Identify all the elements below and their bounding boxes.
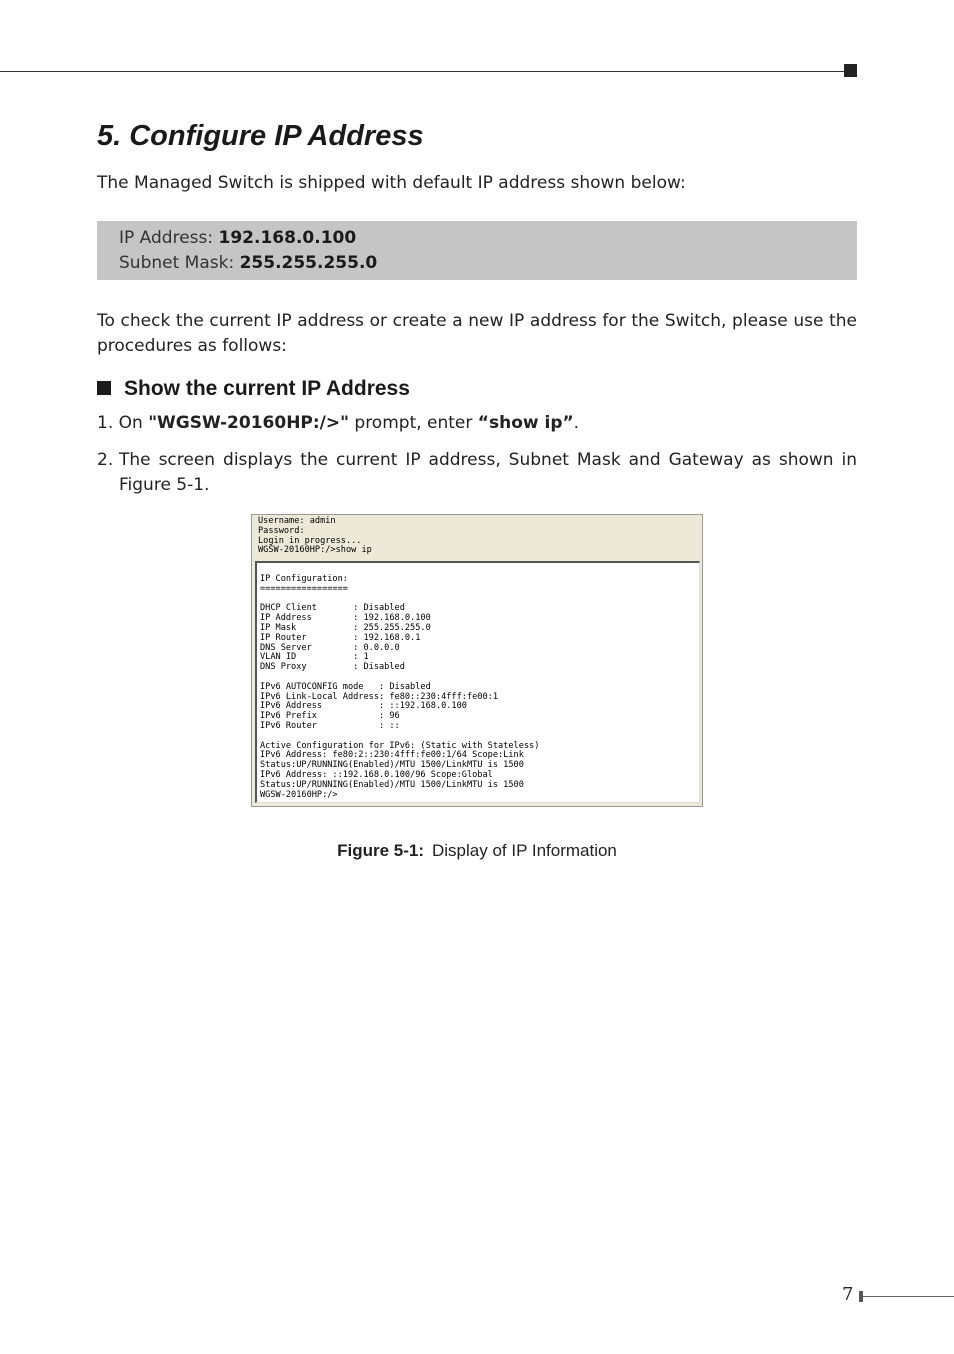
terminal-output-line: DNS Proxy : Disabled — [260, 662, 405, 673]
ip-address-label: IP Address: — [119, 228, 219, 248]
terminal-output-line: Status:UP/RUNNING(Enabled)/MTU 1500/LinkMTU is 1500 — [260, 760, 524, 771]
terminal-login-line: Login in progress... — [258, 535, 362, 546]
step-1-command: “show ip” — [477, 413, 574, 433]
step-1-number: 1. — [97, 413, 114, 433]
terminal-output-line: IP Configuration: — [260, 574, 348, 584]
terminal-output-line: Status:UP/RUNNING(Enabled)/MTU 1500/LinkMTU is 1500 — [260, 779, 524, 790]
terminal-output-line: IPv6 AUTOCONFIG mode : Disabled — [260, 681, 431, 692]
square-bullet-icon — [97, 381, 111, 395]
terminal-output-line: IPv6 Address : ::192.168.0.100 — [260, 701, 467, 712]
subsection-title: Show the current IP Address — [124, 377, 410, 400]
ip-address-line — [119, 226, 857, 251]
terminal-output-line: Active Configuration for IPv6: (Static with Stateless) — [260, 740, 540, 751]
subnet-mask-value: 255.255.255.0 — [239, 253, 378, 273]
terminal-output-lines — [260, 575, 539, 800]
step-2-number: 2. — [97, 450, 114, 470]
step-1-pre: On — [118, 413, 149, 433]
terminal-output-line: VLAN ID : 1 — [260, 652, 369, 663]
terminal-output-line: DNS Server : 0.0.0.0 — [260, 642, 400, 653]
figure-label: Figure 5-1: — [337, 841, 424, 860]
subnet-mask-label: Subnet Mask: — [119, 253, 240, 273]
header-rule — [0, 71, 848, 72]
step-1-prompt: "WGSW-20160HP:/>" — [148, 413, 349, 433]
step-1-post: . — [573, 413, 580, 433]
terminal-output-line: IP Router : 192.168.0.1 — [260, 632, 421, 643]
procedure-paragraph: To check the current IP address or create a new IP address for the Switch, please use the procedures as follows: — [97, 311, 857, 356]
step-1 — [97, 411, 579, 435]
terminal-output-line: ================= — [260, 583, 348, 594]
ip-address-value: 192.168.0.100 — [218, 228, 357, 248]
default-ip-box — [97, 221, 857, 280]
terminal-login-area — [258, 517, 372, 556]
terminal-output-line: IPv6 Prefix : 96 — [260, 711, 400, 722]
terminal-output-line: IPv6 Address: ::192.168.0.100/96 Scope:Global — [260, 769, 493, 780]
terminal-output-line: WGSW-20160HP:/> — [260, 789, 338, 800]
terminal-output-line: IPv6 Router : :: — [260, 720, 400, 731]
terminal-login-line: Password: — [258, 525, 305, 536]
terminal-screenshot — [251, 514, 703, 807]
subnet-mask-line — [119, 251, 857, 276]
step-1-mid: prompt, enter — [349, 413, 478, 433]
terminal-output-line: IPv6 Link-Local Address: fe80::230:4fff:fe00:1 — [260, 691, 498, 702]
header-square-mark — [844, 64, 857, 77]
terminal-login-line: WGSW-20160HP:/>show ip — [258, 545, 372, 556]
terminal-output-line: IPv6 Address: fe80:2::230:4fff:fe00:1/64 Scope:Link — [260, 750, 524, 761]
footer-rule — [863, 1296, 954, 1297]
step-2-text: The screen displays the current IP address, Subnet Mask and Gateway as shown in Figure 5-1. — [119, 450, 857, 495]
terminal-output-line: DHCP Client : Disabled — [260, 603, 405, 614]
terminal-output-area — [255, 561, 700, 803]
terminal-output-line: IP Address : 192.168.0.100 — [260, 613, 431, 624]
page-number: 7 — [842, 1284, 854, 1305]
figure-caption — [0, 841, 954, 861]
step-2 — [97, 448, 857, 498]
subsection-heading — [97, 376, 410, 402]
intro-text: The Managed Switch is shipped with default IP address shown below: — [97, 173, 686, 193]
section-title: 5. Configure IP Address — [97, 120, 424, 152]
terminal-login-line: Username: admin — [258, 516, 336, 526]
figure-caption-text: Display of IP Information — [432, 841, 617, 860]
terminal-output-line: IP Mask : 255.255.255.0 — [260, 622, 431, 633]
